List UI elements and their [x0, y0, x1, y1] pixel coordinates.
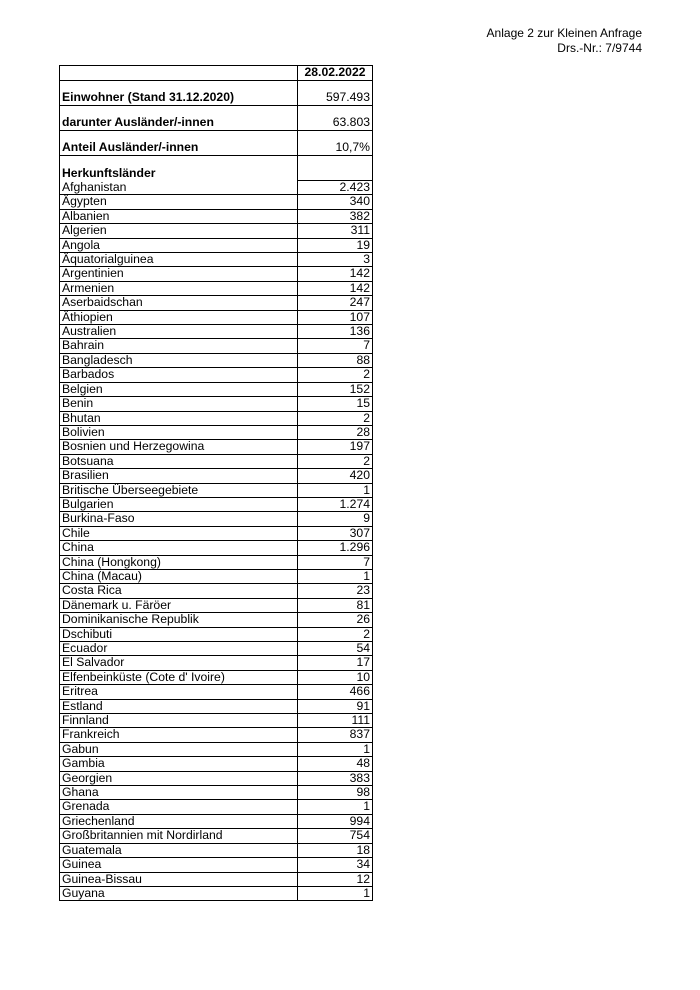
statistics-table — [59, 65, 373, 901]
table-row — [60, 310, 373, 324]
country-name: Finnland — [60, 714, 298, 728]
summary-row-residents — [60, 91, 373, 106]
country-count: 34 — [298, 858, 373, 872]
country-count: 1 — [298, 483, 373, 497]
table-row — [60, 497, 373, 511]
country-count: 81 — [298, 598, 373, 612]
country-name: Botsuana — [60, 454, 298, 468]
country-count: 48 — [298, 757, 373, 771]
table-row — [60, 685, 373, 699]
table-header-row — [60, 66, 373, 81]
section-header-row — [60, 166, 373, 181]
country-name: Elfenbeinküste (Cote d' Ivoire) — [60, 670, 298, 684]
country-name: Britische Überseegebiete — [60, 483, 298, 497]
country-count: 26 — [298, 613, 373, 627]
table-row — [60, 886, 373, 900]
country-count: 2 — [298, 454, 373, 468]
country-name: Guyana — [60, 886, 298, 900]
country-count: 1 — [298, 569, 373, 583]
table-row — [60, 771, 373, 785]
table-row — [60, 353, 373, 367]
table-row — [60, 397, 373, 411]
country-name: Äthiopien — [60, 310, 298, 324]
country-name: Bosnien und Herzegowina — [60, 440, 298, 454]
table-row — [60, 425, 373, 439]
country-name: Ecuador — [60, 642, 298, 656]
country-count: 994 — [298, 814, 373, 828]
summary-value: 597.493 — [298, 91, 373, 106]
country-name: Australien — [60, 325, 298, 339]
table-row — [60, 238, 373, 252]
country-name: Dominikanische Republik — [60, 613, 298, 627]
table-row — [60, 209, 373, 223]
country-name: Brasilien — [60, 469, 298, 483]
table-row — [60, 483, 373, 497]
section-title: Herkunftsländer — [60, 166, 298, 181]
table-row — [60, 843, 373, 857]
country-name: Algerien — [60, 224, 298, 238]
table-row — [60, 267, 373, 281]
country-name: Afghanistan — [60, 181, 298, 195]
country-name: Eritrea — [60, 685, 298, 699]
country-count: 28 — [298, 425, 373, 439]
country-name: Barbados — [60, 368, 298, 382]
country-name: Griechenland — [60, 814, 298, 828]
country-name: Guinea — [60, 858, 298, 872]
table-row — [60, 742, 373, 756]
table-row — [60, 829, 373, 843]
country-count: 466 — [298, 685, 373, 699]
country-count: 1.296 — [298, 541, 373, 555]
country-count: 837 — [298, 728, 373, 742]
country-count: 54 — [298, 642, 373, 656]
country-name: Bolivien — [60, 425, 298, 439]
country-name: Grenada — [60, 800, 298, 814]
header-empty-cell — [60, 66, 298, 81]
table-row — [60, 555, 373, 569]
table-row — [60, 339, 373, 353]
country-count: 1 — [298, 742, 373, 756]
page-header — [487, 26, 642, 56]
table-row — [60, 642, 373, 656]
country-name: Gabun — [60, 742, 298, 756]
summary-label: darunter Ausländer/-innen — [60, 116, 298, 131]
table-row — [60, 757, 373, 771]
country-count: 91 — [298, 699, 373, 713]
country-count: 15 — [298, 397, 373, 411]
country-name: China — [60, 541, 298, 555]
country-name: Gambia — [60, 757, 298, 771]
table-row — [60, 512, 373, 526]
table-row — [60, 656, 373, 670]
country-count: 17 — [298, 656, 373, 670]
table-row — [60, 281, 373, 295]
country-name: Guinea-Bissau — [60, 872, 298, 886]
country-name: Großbritannien mit Nordirland — [60, 829, 298, 843]
country-name: China (Macau) — [60, 569, 298, 583]
table-row — [60, 325, 373, 339]
country-count: 9 — [298, 512, 373, 526]
country-name: Dänemark u. Färöer — [60, 598, 298, 612]
country-count: 107 — [298, 310, 373, 324]
table-row — [60, 541, 373, 555]
header-line-2: Drs.-Nr.: 7/9744 — [557, 41, 642, 55]
country-count: 7 — [298, 555, 373, 569]
country-name: Dschibuti — [60, 627, 298, 641]
country-count: 10 — [298, 670, 373, 684]
country-count: 307 — [298, 526, 373, 540]
country-name: Georgien — [60, 771, 298, 785]
table-row — [60, 627, 373, 641]
country-count: 23 — [298, 584, 373, 598]
table-row — [60, 253, 373, 267]
table-row — [60, 699, 373, 713]
table-row — [60, 786, 373, 800]
country-name: Ghana — [60, 786, 298, 800]
country-name: Benin — [60, 397, 298, 411]
country-count: 382 — [298, 209, 373, 223]
table-row — [60, 814, 373, 828]
summary-value: 10,7% — [298, 141, 373, 156]
table-row — [60, 598, 373, 612]
table-row — [60, 800, 373, 814]
summary-label: Einwohner (Stand 31.12.2020) — [60, 91, 298, 106]
country-count: 2 — [298, 627, 373, 641]
country-name: Guatemala — [60, 843, 298, 857]
country-name: Bahrain — [60, 339, 298, 353]
table-row — [60, 368, 373, 382]
country-count: 98 — [298, 786, 373, 800]
country-name: Aserbaidschan — [60, 296, 298, 310]
country-count: 311 — [298, 224, 373, 238]
country-name: Costa Rica — [60, 584, 298, 598]
section-empty-cell — [298, 166, 373, 181]
summary-value: 63.803 — [298, 116, 373, 131]
country-count: 2 — [298, 368, 373, 382]
table-row — [60, 224, 373, 238]
country-name: Armenien — [60, 281, 298, 295]
table-row — [60, 526, 373, 540]
country-name: Argentinien — [60, 267, 298, 281]
country-count: 152 — [298, 382, 373, 396]
country-name: Angola — [60, 238, 298, 252]
summary-label: Anteil Ausländer/-innen — [60, 141, 298, 156]
country-count: 3 — [298, 253, 373, 267]
country-count: 1 — [298, 800, 373, 814]
country-name: Bulgarien — [60, 497, 298, 511]
country-count: 2 — [298, 411, 373, 425]
country-name: Äquatorialguinea — [60, 253, 298, 267]
country-name: El Salvador — [60, 656, 298, 670]
table-row — [60, 714, 373, 728]
country-name: Ägypten — [60, 195, 298, 209]
country-count: 197 — [298, 440, 373, 454]
table-row — [60, 181, 373, 195]
table-row — [60, 613, 373, 627]
country-name: Bangladesch — [60, 353, 298, 367]
table-row — [60, 584, 373, 598]
country-name: Burkina-Faso — [60, 512, 298, 526]
country-name: Bhutan — [60, 411, 298, 425]
country-count: 136 — [298, 325, 373, 339]
summary-row-foreigners — [60, 116, 373, 131]
country-count: 19 — [298, 238, 373, 252]
country-name: Frankreich — [60, 728, 298, 742]
summary-row-share — [60, 141, 373, 156]
country-count: 340 — [298, 195, 373, 209]
table-row — [60, 872, 373, 886]
country-count: 383 — [298, 771, 373, 785]
table-row — [60, 728, 373, 742]
country-count: 2.423 — [298, 181, 373, 195]
table-row — [60, 382, 373, 396]
country-count: 247 — [298, 296, 373, 310]
table-row — [60, 469, 373, 483]
country-name: Albanien — [60, 209, 298, 223]
country-count: 88 — [298, 353, 373, 367]
spacer-row — [60, 156, 373, 167]
table-row — [60, 454, 373, 468]
country-count: 1 — [298, 886, 373, 900]
table-row — [60, 411, 373, 425]
table-row — [60, 440, 373, 454]
country-name: China (Hongkong) — [60, 555, 298, 569]
table-row — [60, 858, 373, 872]
country-count: 754 — [298, 829, 373, 843]
country-count: 7 — [298, 339, 373, 353]
country-count: 142 — [298, 267, 373, 281]
country-name: Estland — [60, 699, 298, 713]
country-count: 142 — [298, 281, 373, 295]
country-count: 111 — [298, 714, 373, 728]
header-line-1: Anlage 2 zur Kleinen Anfrage — [486, 26, 642, 40]
table-row — [60, 569, 373, 583]
country-count: 420 — [298, 469, 373, 483]
table-row — [60, 670, 373, 684]
table-row — [60, 195, 373, 209]
country-name: Belgien — [60, 382, 298, 396]
table-row — [60, 296, 373, 310]
date-header: 28.02.2022 — [298, 66, 373, 81]
country-count: 1.274 — [298, 497, 373, 511]
country-name: Chile — [60, 526, 298, 540]
country-count: 12 — [298, 872, 373, 886]
country-count: 18 — [298, 843, 373, 857]
